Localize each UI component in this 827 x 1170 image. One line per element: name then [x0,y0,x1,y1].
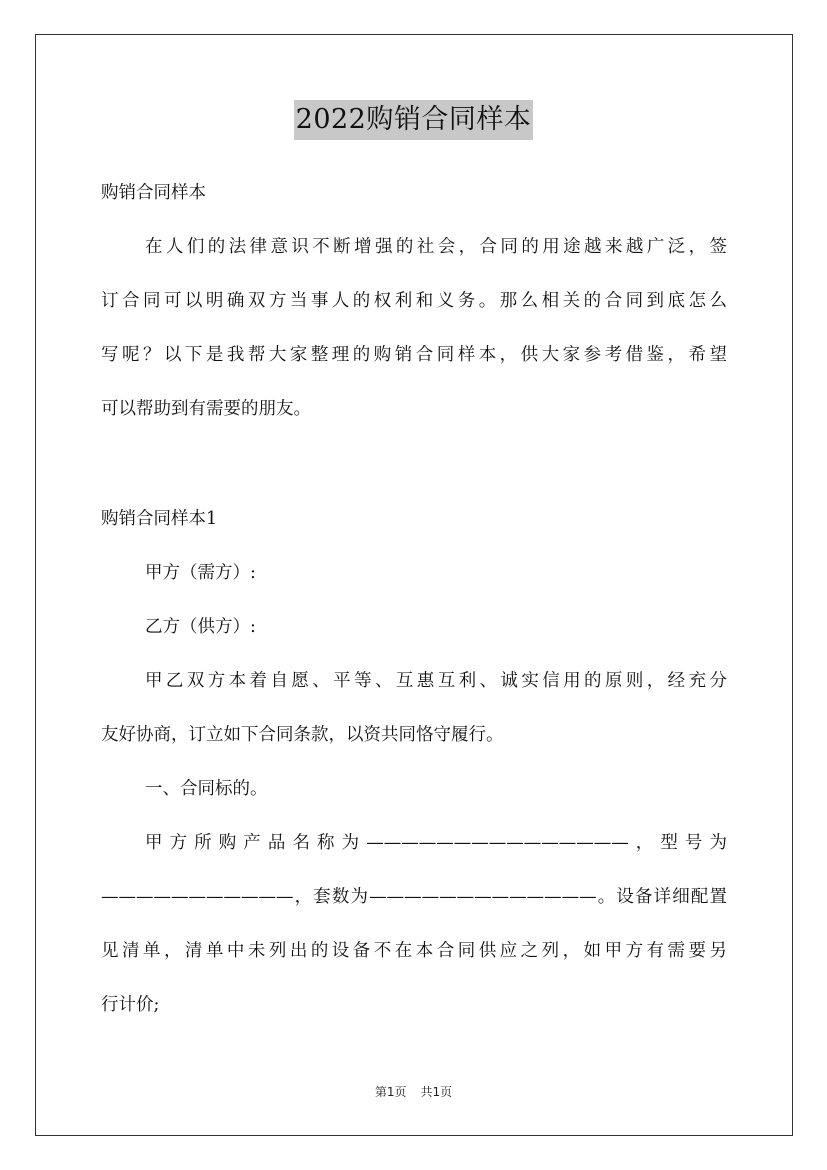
title-container [0,100,827,140]
intro-line: 在人们的法律意识不断增强的社会，合同的用途越来越广泛，签 [145,237,727,257]
intro-line: 订合同可以明确双方当事人的权利和义务。那么相关的合同到底怎么 [101,291,727,311]
page-number-total: 共1页 [420,1085,453,1099]
party-b-label: 乙方（供方）: [145,617,256,637]
page-number-current: 第1页 [374,1085,407,1099]
document-title: 2022购销合同样本 [294,100,534,140]
paragraph-gap [101,442,727,498]
intro-line: 可以帮助到有需要的朋友。 [101,399,311,419]
clause-line: 见清单，清单中未列出的设备不在本合同供应之列，如甲方有需要另 [101,941,727,961]
document-body [101,172,727,1038]
clause-title: 一、合同标的。 [145,779,268,799]
clause-line: 行计价; [101,995,160,1015]
intro-line: 写呢？以下是我帮大家整理的购销合同样本，供大家参考借鉴，希望 [101,345,727,365]
party-a-label: 甲方（需方）: [145,563,256,583]
clause-line: 甲方所购产品名称为———————————————，型号为 [145,833,727,853]
principle-line: 友好协商，订立如下合同条款，以资共同恪守履行。 [101,725,504,745]
page-footer [0,1083,827,1100]
principle-line: 甲乙双方本着自愿、平等、互惠互利、诚实信用的原则，经充分 [145,671,727,691]
clause-line: ———————————，套数为—————————————。设备详细配置 [101,887,727,907]
document-heading: 购销合同样本 [101,183,206,203]
section-title: 购销合同样本1 [101,509,218,529]
